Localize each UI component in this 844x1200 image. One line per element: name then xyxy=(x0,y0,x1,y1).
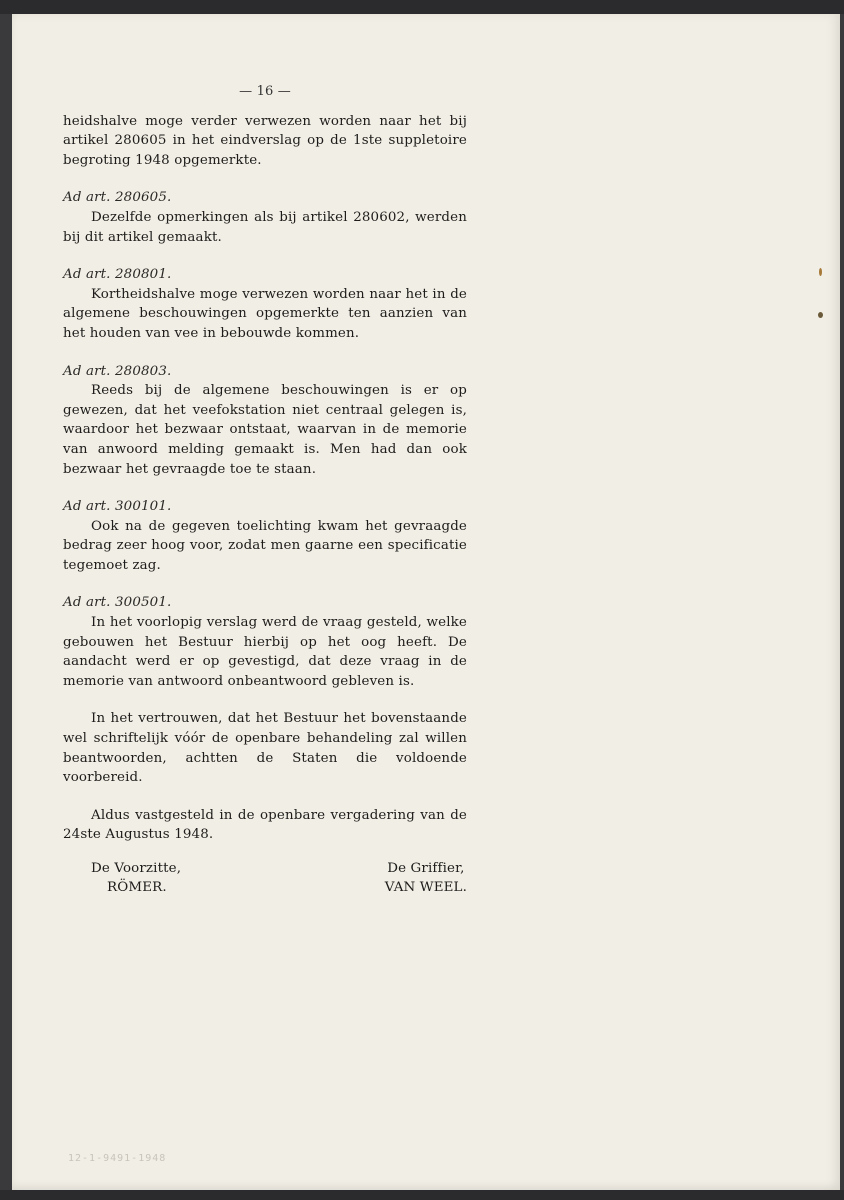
section-text: Dezelfde opmerkingen als bij artikel 280602, werden bij dit artikel gemaakt. xyxy=(63,209,467,245)
chair-signature xyxy=(63,859,181,897)
print-code: 12-1-9491-1948 xyxy=(68,1153,167,1164)
chair-title: De Voorzitte, xyxy=(91,861,182,876)
section-text: Ook na de gegeven toelichting kwam het gevraagde bedrag zeer hoog voor, zodat men gaarne een specificatie tegemoet zag. xyxy=(63,518,467,573)
section-heading: Ad art. 280803. xyxy=(63,363,172,379)
section-text: Reeds bij de algemene beschouwingen is er op gewezen, dat het veefokstation niet centraal gelegen is, waardoor het bezwaar ontstaat, waarvan in de memorie van anwoord melding gemaakt is. Men had dan ook bezwaar het gevraagde toe te staan. xyxy=(63,383,467,477)
page-body xyxy=(63,82,467,897)
clerk-signature xyxy=(385,859,467,897)
signature-block xyxy=(63,859,467,897)
section-280605 xyxy=(63,188,467,247)
section-text: Kortheidshalve moge verwezen worden naar het in de algemene beschouwingen opgemerkte ten aanzien van het houden van vee in bebouwde kommen. xyxy=(63,286,467,341)
section-heading: Ad art. 300101. xyxy=(63,499,172,515)
adoption-paragraph: Aldus vastgesteld in de openbare vergadering van de 24ste Augustus 1948. xyxy=(63,807,467,843)
section-heading: Ad art. 300501. xyxy=(63,595,172,611)
section-280803 xyxy=(63,362,467,480)
chair-name: RÖMER. xyxy=(107,880,167,895)
section-300101 xyxy=(63,497,467,575)
closing-paragraph: In het vertrouwen, dat het Bestuur het bovenstaande wel schriftelijk vóór de openbare behandeling zal willen beantwoorden, achtten de Staten die voldoende voorbereid. xyxy=(63,711,467,786)
section-heading: Ad art. 280605. xyxy=(63,190,172,206)
clerk-title: De Griffier, xyxy=(387,861,465,876)
section-text: In het voorlopig verslag werd de vraag gesteld, welke gebouwen het Bestuur hierbij op het oog heeft. De aandacht werd er op gevestigd, dat deze vraag in de memorie van antwoord onbeantwoord gebleven is. xyxy=(63,615,467,689)
clerk-name: VAN WEEL. xyxy=(384,880,467,895)
section-300501 xyxy=(63,593,467,691)
intro-paragraph: heidshalve moge verder verwezen worden naar het bij artikel 280605 in het eindverslag op de 1ste suppletoire begroting 1948 opgemerkte. xyxy=(63,113,467,168)
section-heading: Ad art. 280801. xyxy=(63,267,172,283)
section-280801 xyxy=(63,265,467,343)
page-number: — 16 — xyxy=(239,84,291,99)
scan-bottom-border xyxy=(0,1190,844,1200)
scan-top-border xyxy=(0,0,844,14)
rust-mark xyxy=(819,268,822,276)
punch-hole-mark xyxy=(818,312,823,318)
